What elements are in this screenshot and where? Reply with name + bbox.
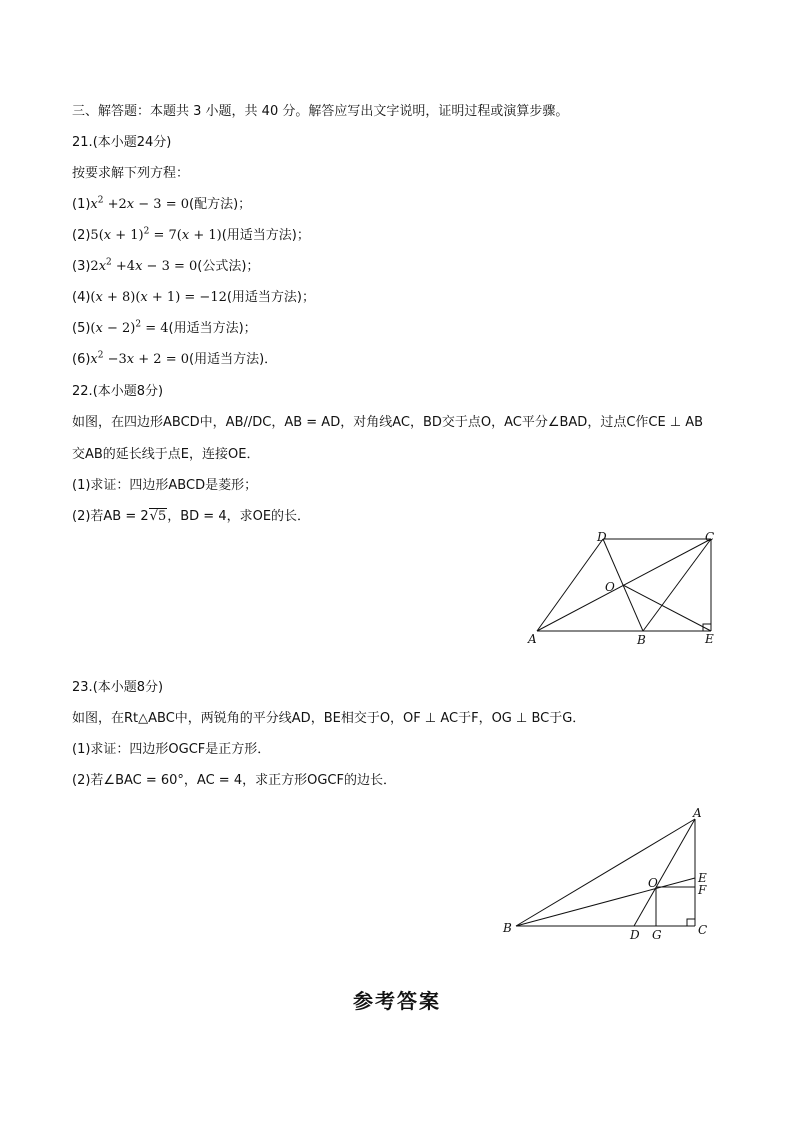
q21-header: 21.(本小题24分) — [72, 135, 172, 150]
q22-header: 22.(本小题8分) — [72, 384, 164, 399]
q21-item-2: $(2)5(x + 1)^2 = 7(x + 1)$(用适当方法)； — [72, 226, 310, 243]
label-A: A — [693, 806, 702, 820]
q22-figure — [525, 530, 725, 650]
q22-text-line1: 如图，在四边形ABCD中，AB//DC，AB = AD，对角线AC，BD交于点O，AC平分∠BAD，过点C作CE ⊥ AB — [72, 415, 704, 430]
q23-part1: (1)求证：四边形OGCF是正方形． — [72, 742, 271, 757]
label-B: B — [637, 633, 646, 647]
q22-part2: (2)若AB = 2√5，BD = 4，求OE的长． — [72, 509, 311, 524]
q21-item-4: (4)(x + 8)(x + 1) = −12(用适当方法)； — [72, 290, 316, 305]
label-E: E — [705, 632, 714, 646]
q21-item-6: $(6)x^2 -3x + 2 = 0$(用适当方法)． — [72, 350, 278, 367]
q22-part1: (1)求证：四边形ABCD是菱形； — [72, 478, 258, 493]
label-D: D — [597, 530, 607, 544]
q23-text-line1: 如图，在Rt△ABC中，两锐角的平分线AD，BE相交于O，OF ⊥ AC于F，OG ⊥ BC于G． — [72, 711, 586, 726]
label-B: B — [503, 921, 512, 935]
q21-item-5: $(5)(x - 2)^2 = 4$(用适当方法)； — [72, 319, 257, 336]
section-heading: 三、解答题：本题共 3 小题，共 40 分。解答应写出文字说明，证明过程或演算步骤。 — [72, 104, 569, 119]
label-O: O — [605, 580, 615, 594]
label-A: A — [528, 632, 537, 646]
label-G: G — [652, 928, 662, 942]
q23-figure — [498, 802, 718, 942]
label-F: F — [698, 883, 707, 897]
q23-header: 23.(本小题8分) — [72, 680, 164, 695]
q21-item-3: $(3)2x^2 +4x - 3 = 0$(公式法)； — [72, 257, 260, 274]
q21-item-1: $(1)x^2 +2x - 3 = 0$(配方法)； — [72, 195, 252, 212]
label-D: D — [630, 928, 640, 942]
label-C: C — [705, 530, 715, 544]
q21-prompt: 按要求解下列方程： — [72, 166, 190, 181]
label-C: C — [698, 923, 708, 937]
label-O: O — [648, 876, 658, 890]
q23-part2: (2)若∠BAC = 60°，AC = 4，求正方形OGCF的边长． — [72, 773, 396, 788]
q22-text-line2: 交AB的延长线于点E，连接OE． — [72, 447, 260, 462]
answer-title: 参考答案 — [353, 989, 441, 1013]
label-E: E — [698, 871, 707, 885]
